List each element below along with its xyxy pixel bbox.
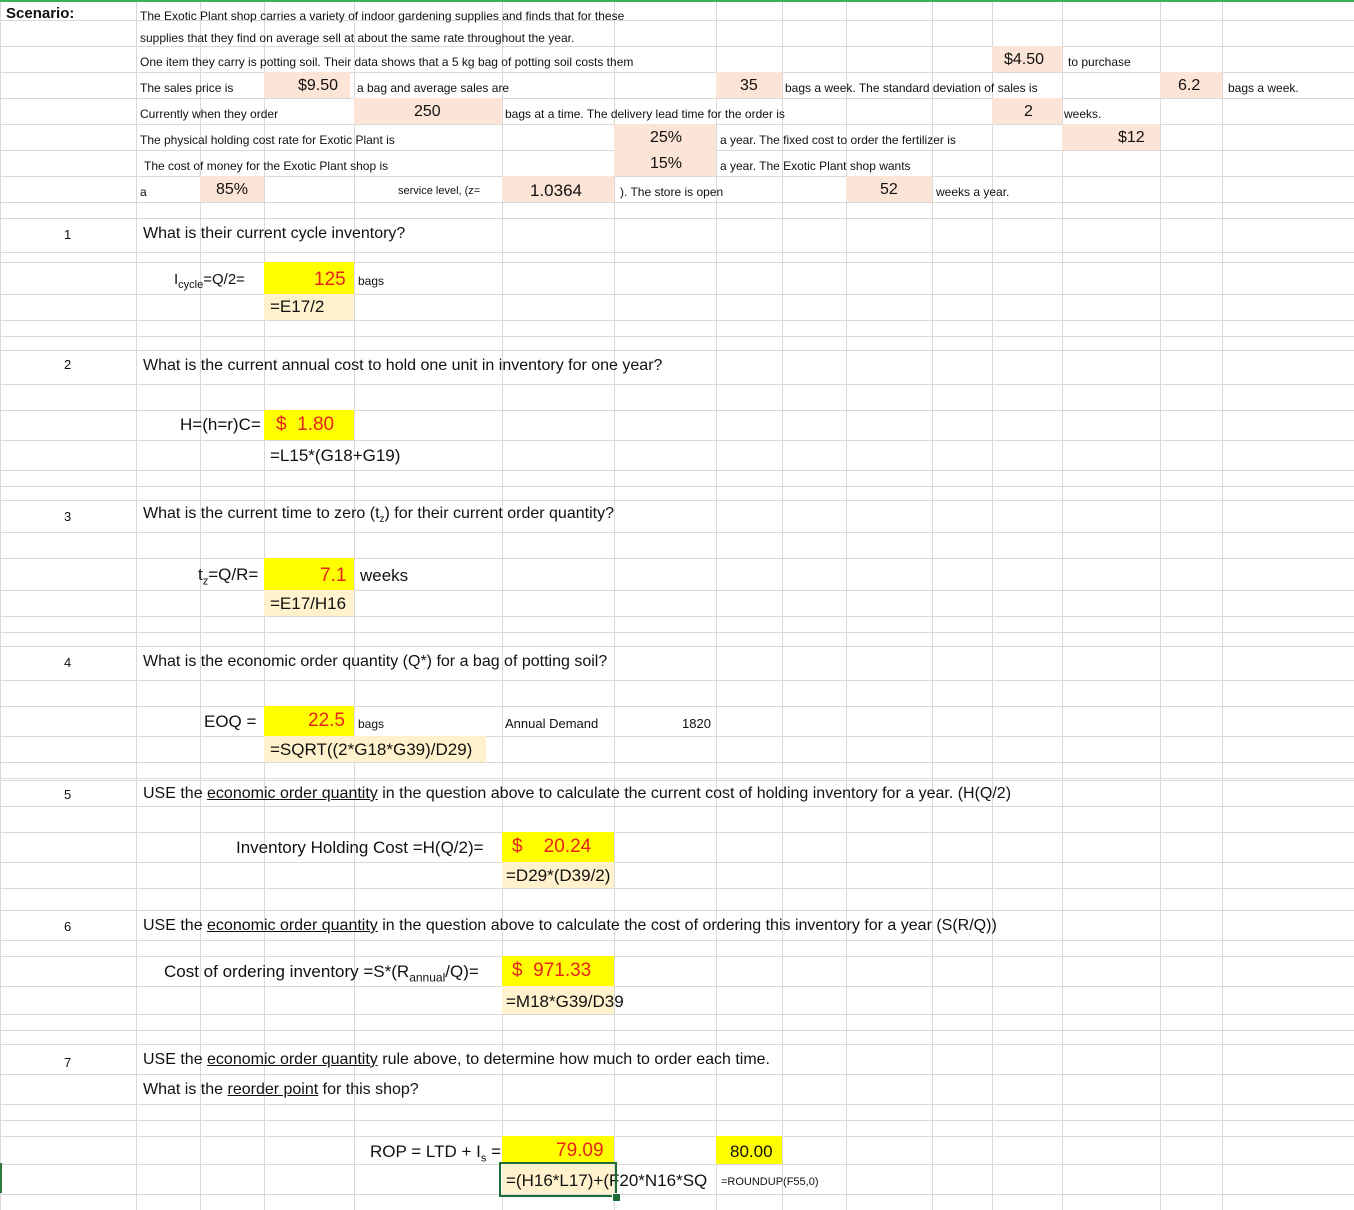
weeks-a-year-text: weeks a year. [936,185,1010,199]
q3-answer[interactable]: 7.1 [320,565,347,586]
fixed-cost-label: a year. The fixed cost to order the fertilizer is [720,133,956,147]
store-open-text: ). The store is open [620,185,724,199]
reorder-point-link: reorder point [227,1081,319,1098]
q6-answer[interactable]: $ 971.33 [512,960,592,981]
q3-number: 3 [64,509,72,524]
q7-question-line2: What is the reorder point for this shop? [143,1081,419,1098]
q1-answer[interactable]: 125 [314,269,346,290]
holding-rate-label: The physical holding cost rate for Exotic Plant is [140,133,395,147]
weeks-text: weeks. [1064,107,1102,121]
q4-unit: bags [358,717,385,731]
fill-handle[interactable] [612,1193,621,1202]
q7-question-line1: USE the economic order quantity rule above, to determine how much to order each time. [143,1051,770,1068]
weeks-open-value[interactable]: 52 [880,181,898,198]
q3-question: What is the current time to zero $(t_z)$ for their current order quantity? [143,505,614,526]
q2-number: 2 [64,357,72,372]
q2-question: What is the current annual cost to hold one unit in inventory for one year? [143,357,663,374]
q4-number: 4 [64,655,72,670]
active-cell-selection[interactable] [499,1162,617,1197]
q4-label: EOQ = [204,712,257,731]
sales-value[interactable]: 35 [740,77,758,94]
q3-formula[interactable]: =E17/H16 [270,594,347,613]
scenario-line-2: supplies that they find on average sell at about the same rate throughout the year. [140,31,575,45]
annual-demand-label: Annual Demand [505,716,599,731]
scenario-label: Scenario: [6,5,75,22]
q5-question: USE the economic order quantity in the question above to calculate the current cost of holding inventory for a year. (H(Q/2) [143,785,1012,802]
fixed-cost-value[interactable]: $12 [1118,129,1145,146]
q7-roundup-formula[interactable]: =ROUNDUP(F55,0) [721,1176,819,1188]
q1-number: 1 [64,227,72,242]
q7-answer[interactable]: 79.09 [556,1140,604,1161]
cost-value[interactable]: $4.50 [1004,51,1045,68]
q2-formula[interactable]: =L15*(G18+G19) [270,446,401,465]
z-value[interactable]: 1.0364 [530,181,582,200]
fixedcost-cell-bg [1062,124,1160,150]
order-qty-value[interactable]: 250 [414,103,441,120]
scenario-line-3: One item they carry is potting soil. Their data shows that a 5 kg bag of potting soil costs them [140,55,634,69]
a-text: a [140,185,147,199]
q5-label: Inventory Holding Cost =H(Q/2)= [236,838,484,857]
to-purchase-text: to purchase [1068,55,1131,69]
q5-formula[interactable]: =D29*(D39/2) [506,866,611,885]
q5-number: 5 [64,787,72,802]
q4-formula[interactable]: =SQRT((2*G18*G39)/D29) [270,740,473,759]
lead-time-label: bags at a time. The delivery lead time for the order is [505,107,785,121]
service-level-label: service level, (z= [398,185,481,197]
stdev-label: bags a week. The standard deviation of sales is [785,81,1038,95]
q1-label: $I_{cycle}=Q/2=$ [174,271,245,291]
q3-unit: weeks [360,566,409,585]
q1-unit: bags [358,274,385,288]
eoq-link-q5: economic order quantity [207,785,378,802]
q7-formula[interactable]: =(H16*L17)+(F20*N16*SQ [506,1171,708,1190]
service-level-value[interactable]: 85% [216,181,249,198]
bags-a-week-text: bags a week. [1228,81,1299,95]
q5-answer[interactable]: $ 20.24 [512,836,592,857]
top-border-line [0,0,1354,2]
average-sales-label: a bag and average sales are [357,81,510,95]
q2-answer[interactable]: $ 1.80 [276,414,335,435]
q1-formula[interactable]: =E17/2 [270,297,325,316]
annual-demand-value[interactable]: 1820 [682,716,711,731]
price-value[interactable]: $9.50 [298,77,339,94]
lead-time-value[interactable]: 2 [1024,103,1033,120]
q6-label: Cost of ordering inventory $=S*(R_{annual}/Q)=$ [164,962,479,985]
currently-order-label: Currently when they order [140,107,279,121]
q2-label: H=(h=r)C= [180,415,261,434]
eoq-link-q6: economic order quantity [207,917,378,934]
eoq-link-q7: economic order quantity [207,1051,378,1068]
shop-wants-text: a year. The Exotic Plant shop wants [720,159,911,173]
q6-formula[interactable]: =M18*G39/D39 [506,992,624,1011]
money-rate-label: The cost of money for the Exotic Plant shop is [144,159,389,173]
stdev-value[interactable]: 6.2 [1178,77,1201,94]
q4-answer[interactable]: 22.5 [308,710,345,731]
money-rate-value[interactable]: 15% [650,155,683,172]
sales-price-label: The sales price is [140,81,234,95]
q6-number: 6 [64,919,72,934]
row-indicator-mark [0,1163,2,1193]
q7-label: ROP = LTD + $I_s$ = [370,1142,502,1165]
q1-question: What is their current cycle inventory? [143,225,406,242]
q4-question: What is the economic order quantity (Q*) for a bag of potting soil? [143,653,608,670]
q3-label: $t_z=Q/R=$ [198,565,259,588]
scenario-line-1: The Exotic Plant shop carries a variety of indoor gardening supplies and finds that for these [140,9,625,23]
holding-rate-value[interactable]: 25% [650,129,683,146]
q7-rounded[interactable]: 80.00 [730,1142,773,1161]
q6-question: USE the economic order quantity in the question above to calculate the cost of ordering this inventory for a year (S(R/Q)) [143,917,997,934]
q7-number: 7 [64,1055,72,1070]
